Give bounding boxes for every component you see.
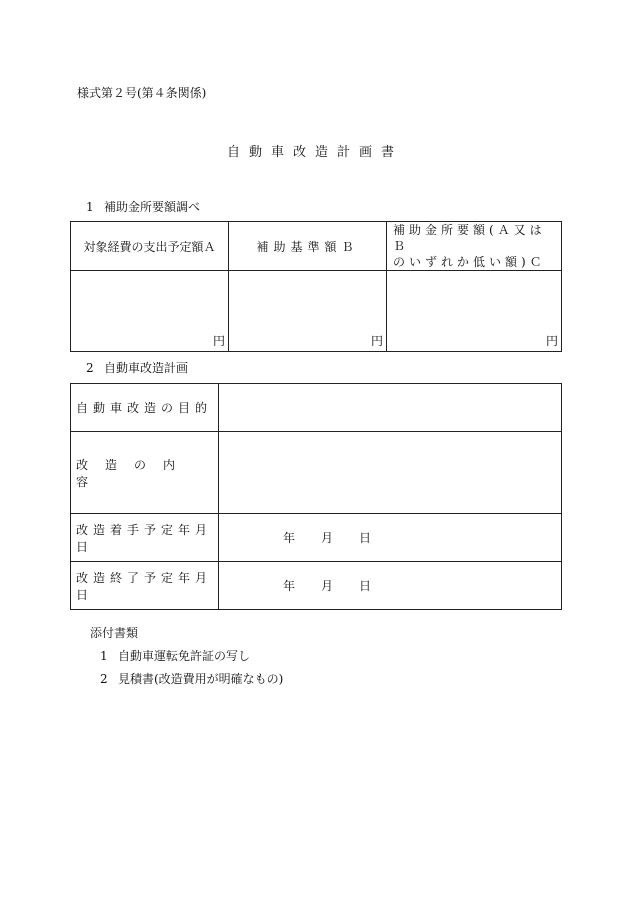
end-date-label: 改造終了予定年月日	[71, 562, 219, 610]
attachment-item	[100, 670, 283, 687]
header-base-amount: 補助基準額Ｂ	[229, 222, 387, 271]
start-date-label: 改造着手予定年月日	[71, 514, 219, 562]
yen-unit: 円	[545, 334, 558, 348]
attachment-item	[100, 647, 250, 664]
header-required-amount	[387, 222, 562, 271]
modification-plan-table	[70, 383, 562, 610]
subsidy-table	[70, 221, 562, 352]
required-amount-cell[interactable]	[387, 271, 562, 352]
attachment-number: 1	[100, 649, 108, 663]
end-date-field[interactable]	[219, 562, 562, 610]
section1-heading-text: 補助金所要額調べ	[104, 200, 201, 214]
year-label: 年	[283, 579, 296, 593]
attachments-title: 添付書類	[90, 626, 139, 640]
form-number: 様式第２号(第４条関係)	[77, 86, 207, 100]
section2-number: 2	[86, 361, 94, 375]
attachment-text: 見積書(改造費用が明確なもの)	[118, 672, 284, 686]
year-label: 年	[283, 531, 296, 545]
base-amount-cell[interactable]	[229, 271, 387, 352]
month-label: 月	[321, 531, 334, 545]
start-date-field[interactable]	[219, 514, 562, 562]
purpose-field[interactable]	[219, 384, 562, 432]
day-label: 日	[359, 579, 372, 593]
content-label: 改造の内容	[71, 432, 219, 514]
day-label: 日	[359, 531, 372, 545]
yen-unit: 円	[370, 334, 383, 348]
section1-heading	[86, 198, 200, 215]
document-title: 自動車改造計画書	[226, 145, 403, 160]
month-label: 月	[321, 579, 334, 593]
header-required-amount-line2: のいずれか低い額)Ｃ	[393, 255, 546, 269]
section1-number: 1	[86, 200, 94, 214]
section2-heading-text: 自動車改造計画	[104, 361, 189, 375]
header-planned-expense: 対象経費の支出予定額Ａ	[71, 222, 229, 271]
yen-unit: 円	[212, 334, 225, 348]
content-field[interactable]	[219, 432, 562, 514]
header-required-amount-line1: 補助金所要額(Ａ又はＢ	[393, 223, 546, 253]
purpose-label: 自動車改造の目的	[71, 384, 219, 432]
attachment-text: 自動車運転免許証の写し	[118, 649, 251, 663]
planned-expense-cell[interactable]	[71, 271, 229, 352]
attachment-number: 2	[100, 672, 108, 686]
section2-heading	[86, 359, 188, 376]
